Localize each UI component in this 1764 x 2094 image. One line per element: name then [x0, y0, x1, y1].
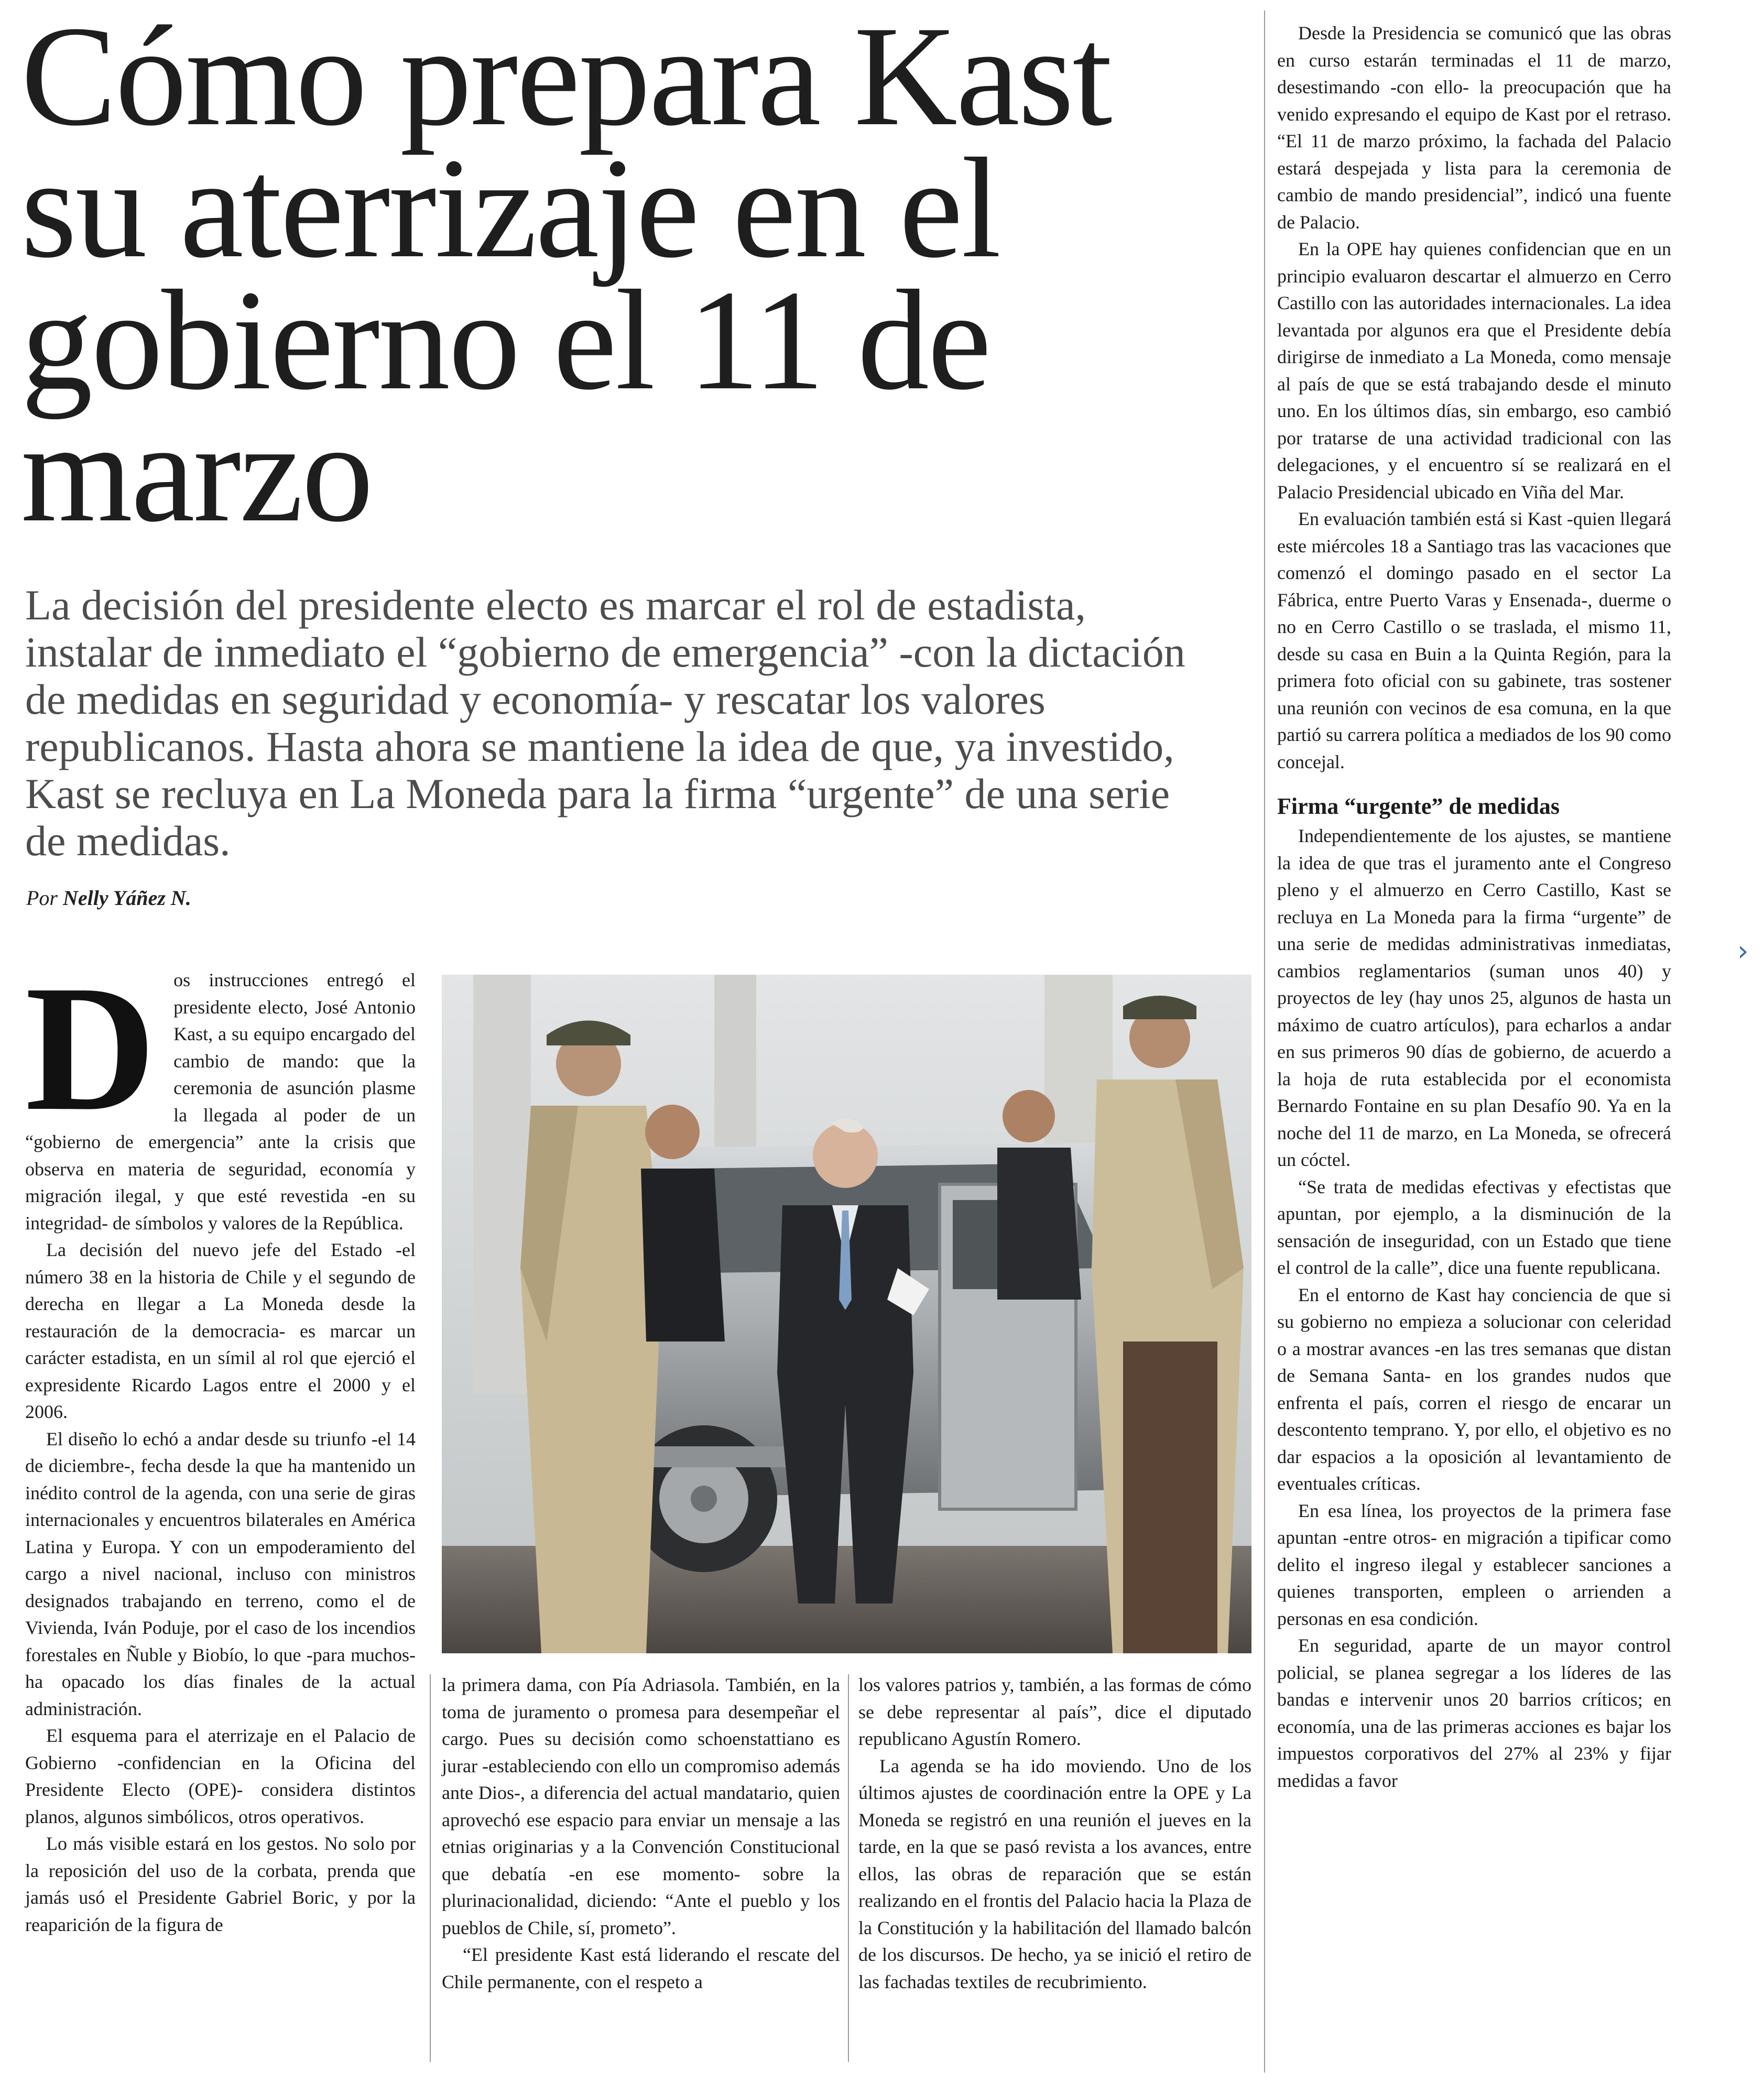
paragraph: Independientemente de los ajustes, se mantiene la idea de que tras el juramento ante el Congreso pleno y el almuerzo en Cerro Castillo, Kast se recluya en La Moneda para la firma “urgente” de una serie de medidas administrativas inmediatas, cambios reglamentarios (suman unos 40) y proyectos de ley (hay unos 25, algunos de hasta un máximo de cuatro artículos), para echarlos a andar en sus primeros 90 días de gobierno, de acuerdo a la hoja de ruta establecida por el economista Bernardo Fontaine en su plan Desafío 90. Ya en la noche del 11 de marzo, en La Moneda, se ofrecerá un cóctel. [1277, 825, 1671, 1170]
byline-prefix: Por [26, 886, 58, 910]
author-name: Nelly Yáñez N. [63, 886, 191, 910]
paragraph: En evaluación también está si Kast -quien llegará este miércoles 18 a Santiago tras las vacaciones que comenzó el domingo pasado en el sector La Fábrica, entre Puerto Varas y Ensenada-, duerme o no en Cerro Castillo o se traslada, el mismo 11, desde su casa en Buin a la Quinta Región, para la primera foto oficial con su gabinete, tras sostener una reunión con vecinos de esa comuna, en la que partió su carrera política a mediados de los 90 como concejal. [1277, 508, 1671, 772]
paragraph: “Se trata de medidas efectivas y efectistas que apuntan, por ejemplo, a la disminución de la sensación de inseguridad, con un Estado que tiene el control de la calle”, dice una fuente republicana. [1277, 1176, 1671, 1278]
paragraph-text: os instrucciones entregó el presidente electo, José Antonio Kast, a su equipo encargado del cambio de mando: que la ceremonia de asunción plasme la llegada al poder de un “gobierno de emergencia” ante la crisis que observa en materia de seguridad, economía y migración ilegal, y que esté revestida -en su integridad- de símbolos y valores de la República. [25, 969, 416, 1234]
article-column-1 [25, 948, 416, 1938]
paragraph: Lo más visible estará en los gestos. No solo por la reposición del uso de la corbata, prenda que jamás usó el Presidente Gabriel Boric, y por la reaparición de la figura de [25, 1833, 416, 1935]
paragraph: El diseño lo echó a andar desde su triunfo -el 14 de diciembre-, fecha desde la que ha mantenido un inédito control de la agenda, con una serie de giras internacionales y encuentros bilaterales en América Latina y Europa. Y con un empoderamiento del cargo a nivel nacional, incluso con ministros designados trabajando en terreno, como el de Vivienda, Iván Poduje, por el caso de los incendios forestales en Ñuble y Biobío, lo que -para muchos- ha opacado los días finales de la actual administración. [25, 1428, 416, 1719]
photo-illustration [442, 975, 1251, 1653]
paragraph: La agenda se ha ido moviendo. Uno de los últimos ajustes de coordinación entre la OPE y La Moneda se registró en una reunión el jueves en la tarde, en la que se pasó revista a los avances, entre ellos, las obras de reparación que se están realizando en el frontis del Palacio hacia la Plaza de la Constitución y la habilitación del llamado balcón de los discursos. De hecho, ya se inició el retiro de las fachadas textiles de recubrimiento. [858, 1755, 1251, 1992]
deck-summary: La decisión del presidente electo es marcar el rol de estadista, instalar de inmediato el “gobierno de emergencia” -con la dictación de medidas en seguridad y economía- y rescatar los valores republicanos. Hasta ahora se mantiene la idea de que, ya investido, Kast se recluya en La Moneda para la firma “urgente” de una serie de medidas. [25, 581, 1185, 865]
article-column-4 [1277, 20, 1671, 1794]
paragraph: Desde la Presidencia se comunicó que las obras en curso estarán terminadas el 11 de marzo, desestimando -con ello- la preocupación que ha venido expresando el equipo de Kast por el retraso. “El 11 de marzo próximo, la fachada del Palacio estará despejada y lista para la ceremonia de cambio de mando presidencial”, indicó una fuente de Palacio. [1277, 23, 1671, 233]
headline: Cómo prepara Kast su aterrizaje en el gobierno el 11 de marzo [21, 0, 1111, 552]
column-rule [430, 1674, 431, 2062]
column-rule [1264, 10, 1265, 2073]
drop-cap: D [25, 948, 156, 1148]
column-rule [848, 1674, 849, 2062]
section-subhead: Firma “urgente” de medidas [1277, 793, 1560, 819]
paragraph [25, 948, 416, 1237]
paragraph: La decisión del nuevo jefe del Estado -el número 38 en la historia de Chile y el segundo de derecha en llegar a La Moneda desde la restauración de la democracia- es marcar un carácter estadista, en un símil al rol que ejerció el expresidente Ricardo Lagos entre el 2000 y el 2006. [25, 1239, 416, 1422]
paragraph: En esa línea, los proyectos de la primera fase apuntan -entre otros- en migración a tipificar como delito el ingreso ilegal y establecer sanciones a quienes transporten, empleen o arrienden a personas en esa condición. [1277, 1500, 1671, 1629]
article-photo [442, 975, 1251, 1653]
article-column-2 [442, 1672, 840, 1995]
paragraph: El esquema para el aterrizaje en el Palacio de Gobierno -confidencian en la Oficina del Presidente Electo (OPE)- considera distintos planos, algunos simbólicos, otros operativos. [25, 1725, 416, 1827]
byline [26, 886, 191, 910]
paragraph: “El presidente Kast está liderando el rescate del Chile permanente, con el respeto a [442, 1944, 840, 1992]
paragraph: la primera dama, con Pía Adriasola. También, en la toma de juramento o promesa para desempeñar el cargo. Pues su decisión como schoenstattiano es jurar -estableciendo con ello un compromiso además ante Dios-, a diferencia del actual mandatario, quien aprovechó ese espacio para enviar un mensaje a las etnias originarias y a la Convención Constitucional que debatía -en ese momento- sobre la plurinacionalidad, diciendo: “Ante el pueblo y los pueblos de Chile, sí, prometo”. [442, 1674, 840, 1938]
chevron-right-icon[interactable]: › [1737, 934, 1749, 967]
paragraph: los valores patrios y, también, a las formas de cómo se debe representar al país”, dice el diputado republicano Agustín Romero. [858, 1674, 1251, 1749]
paragraph: En la OPE hay quienes confidencian que en un principio evaluaron descartar el almuerzo en Cerro Castillo con las autoridades internacionales. La idea levantada por algunos era que el Presidente debía dirigirse de inmediato a La Moneda, como mensaje al país de que se está trabajando desde el minuto uno. En los últimos días, sin embargo, eso cambió por tratarse de una actividad tradicional con las delegaciones, y el encuentro sí se realizará en el Palacio Presidencial ubicado en Viña del Mar. [1277, 238, 1671, 503]
paragraph: En seguridad, aparte de un mayor control policial, se planea segregar a los líderes de las bandas e intervenir unos 20 barrios críticos; en economía, una de las primeras acciones es bajar los impuestos corporativos del 27% al 23% y fijar medidas a favor [1277, 1635, 1671, 1791]
article-column-3 [858, 1672, 1251, 1995]
paragraph: En el entorno de Kast hay conciencia de que si su gobierno no empieza a solucionar con celeridad o a mostrar avances -en las tres semanas que distan de Semana Santa- en los grandes nudos que enfrenta el país, corren el riesgo de encarar un descontento temprano. Y, por ello, el objetivo es no dar espacios a la oposición al levantamiento de eventuales críticas. [1277, 1284, 1671, 1494]
